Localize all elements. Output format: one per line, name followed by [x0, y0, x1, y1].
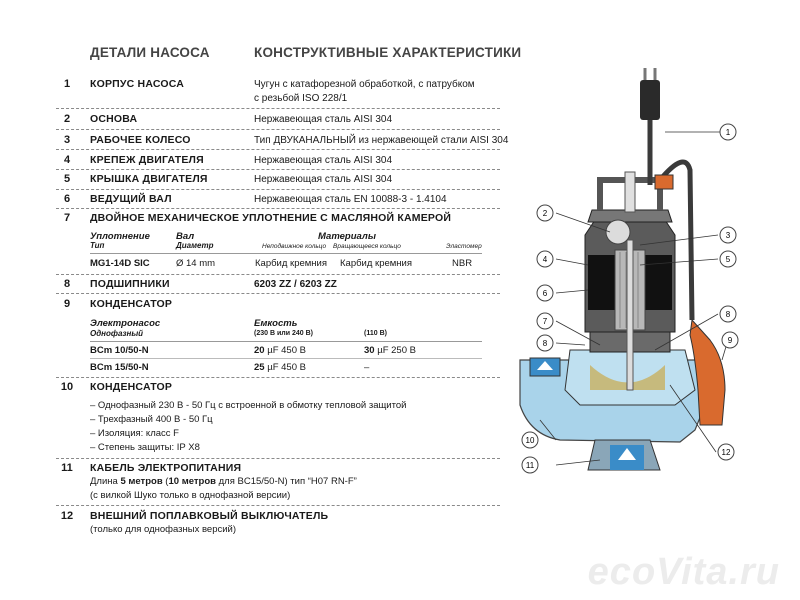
svg-text:2: 2: [542, 209, 548, 218]
row-number: 12: [60, 510, 74, 522]
row-name: КОНДЕНСАТОР: [90, 298, 173, 310]
divider: [56, 129, 500, 130]
row-number: 9: [63, 298, 71, 310]
callout-11: [720, 124, 736, 140]
parts-header: ДЕТАЛИ НАСОСА: [90, 45, 210, 60]
row-name: КРЕПЕЖ ДВИГАТЕЛЯ: [90, 154, 204, 166]
svg-text:4: 4: [542, 255, 548, 264]
callout-2: [522, 457, 538, 473]
float-spec-line: (только для однофазных версий): [90, 524, 237, 535]
row-desc: Тип ДВУКАНАЛЬНЫЙ из нержавеющей стали AISI 304: [254, 135, 509, 146]
callout-6: [720, 251, 736, 267]
callout-9: [537, 205, 553, 221]
rotating-ring-header: Вращающееся кольцо: [333, 243, 401, 250]
row-number: 2: [63, 113, 71, 125]
row-desc: Нержавеющая сталь AISI 304: [254, 114, 393, 125]
divider: [56, 293, 500, 294]
capacity-unit: µF 250 В: [377, 345, 416, 356]
row-name: КОНДЕНСАТОР: [90, 381, 173, 393]
row-name: ПОДШИПНИКИ: [90, 278, 170, 290]
divider: [56, 108, 500, 109]
row-number: 11: [61, 462, 73, 474]
svg-text:7: 7: [542, 317, 548, 326]
row-number: 8: [63, 278, 71, 290]
row-number: 3: [63, 134, 71, 146]
pump-diagram: [500, 60, 800, 480]
seal-model: MG1-14D SIC: [90, 258, 150, 269]
capacity-unit: µF 450 В: [267, 345, 306, 356]
row-number: 4: [63, 154, 71, 166]
pump-housing: [520, 332, 705, 470]
motor-spec-line: – Однофазный 230 В - 50 Гц с встроенной в обмотку тепловой защитой: [90, 400, 407, 411]
row-desc: Нержавеющая сталь AISI 304: [254, 174, 393, 185]
divider: [56, 274, 500, 275]
row-name: РАБОЧЕЕ КОЛЕСО: [90, 134, 191, 146]
callout-7: [537, 335, 553, 351]
fixed-ring-material: Карбид кремния: [255, 258, 327, 269]
subtable-line: [90, 253, 482, 254]
svg-text:11: 11: [525, 461, 535, 470]
capacity-value: –: [364, 362, 370, 373]
capacitor-model: BCm 10/50-N: [90, 345, 149, 356]
row-name: КРЫШКА ДВИГАТЕЛЯ: [90, 173, 208, 185]
capacity-unit: µF 450 В: [267, 362, 306, 373]
callout-8a: [720, 227, 736, 243]
specs-header: КОНСТРУКТИВНЫЕ ХАРАКТЕРИСТИКИ: [254, 45, 522, 60]
divider: [56, 505, 500, 506]
cable-spec-line: Длина 5 метров (10 метров для BC15/50-N) тип “H07 RN-F”: [90, 476, 357, 487]
row-number: 10: [60, 381, 74, 393]
cable-spec-line: (с вилкой Шуко только в однофазной версии): [90, 490, 291, 501]
materials-header: Материалы: [318, 231, 376, 242]
elastomer-material: NBR: [452, 258, 473, 269]
divider: [56, 149, 500, 150]
svg-text:6: 6: [542, 289, 548, 298]
callout-3: [718, 444, 734, 460]
row-desc: Чугун с катафорезной обработкой, с патрубком: [254, 79, 475, 90]
motor-spec-line: – Степень защиты: IP X8: [90, 442, 200, 453]
svg-text:3: 3: [725, 231, 731, 240]
motor-spec-line: – Изоляция: класс F: [90, 428, 179, 439]
row-name: ВНЕШНИЙ ПОПЛАВКОВЫЙ ВЫКЛЮЧАТЕЛЬ: [90, 510, 329, 522]
motor-spec-line: – Трехфазный 400 В - 50 Гц: [90, 414, 213, 425]
callout-4: [537, 251, 553, 267]
pump-col-header: Электронасос: [90, 318, 161, 329]
row-number: 6: [63, 193, 71, 205]
subtable-line: [90, 341, 482, 342]
shaft-col-subheader: Диаметр: [176, 241, 214, 250]
row-desc: Нержавеющая сталь EN 10088-3 - 1.4104: [254, 194, 447, 205]
row-number: 7: [63, 212, 71, 224]
svg-text:12: 12: [721, 448, 731, 457]
elastomer-header: Эластомер: [446, 243, 482, 250]
voltage-2-header: (110 В): [364, 330, 387, 337]
seal-col-subheader: Тип: [90, 241, 105, 250]
callout-10: [537, 285, 553, 301]
rotating-ring-material: Карбид кремния: [340, 258, 412, 269]
row-name: ВЕДУЩИЙ ВАЛ: [90, 193, 172, 205]
row-name: ДВОЙНОЕ МЕХАНИЧЕСКОЕ УПЛОТНЕНИЕ С МАСЛЯНОЙ КАМЕРОЙ: [90, 212, 452, 224]
row-name: ОСНОВА: [90, 113, 138, 125]
watermark: ecoVita.ru: [587, 551, 780, 593]
row-number: 1: [63, 78, 71, 90]
capacity-value: 20: [254, 345, 265, 356]
capacity-header: Емкость: [254, 318, 298, 329]
callout-1: [522, 432, 538, 448]
subtable-line: [90, 358, 482, 359]
svg-text:1: 1: [725, 128, 731, 137]
callout-12: [722, 332, 738, 348]
fixed-ring-header: Неподвижное кольцо: [262, 243, 327, 250]
divider: [56, 189, 500, 190]
capacity-value: 30: [364, 345, 375, 356]
capacity-value: 25: [254, 362, 265, 373]
divider: [56, 169, 500, 170]
callout-8b: [720, 306, 736, 322]
svg-text:8: 8: [725, 310, 731, 319]
capacitor-model: BCm 15/50-N: [90, 362, 149, 373]
row-name: КОРПУС НАСОСА: [90, 78, 185, 90]
row-desc-line2: с резьбой ISO 228/1: [254, 93, 348, 104]
svg-text:8: 8: [542, 339, 548, 348]
divider: [56, 208, 500, 209]
row-number: 5: [63, 173, 71, 185]
seal-col-header: Уплотнение: [90, 231, 150, 242]
shaft-diameter: Ø 14 mm: [176, 258, 216, 269]
row-desc: Нержавеющая сталь AISI 304: [254, 155, 393, 166]
svg-text:9: 9: [727, 336, 733, 345]
pump-col-subheader: Однофазный: [90, 329, 144, 338]
svg-text:10: 10: [525, 436, 535, 445]
row-name: КАБЕЛЬ ЭЛЕКТРОПИТАНИЯ: [90, 462, 242, 474]
shaft-col-header: Вал: [176, 231, 195, 242]
divider: [56, 377, 500, 378]
callout-5: [537, 313, 553, 329]
voltage-1-header: (230 В или 240 В): [254, 330, 313, 337]
svg-text:5: 5: [725, 255, 731, 264]
divider: [56, 458, 500, 459]
bearings-value: 6203 ZZ / 6203 ZZ: [254, 279, 337, 290]
